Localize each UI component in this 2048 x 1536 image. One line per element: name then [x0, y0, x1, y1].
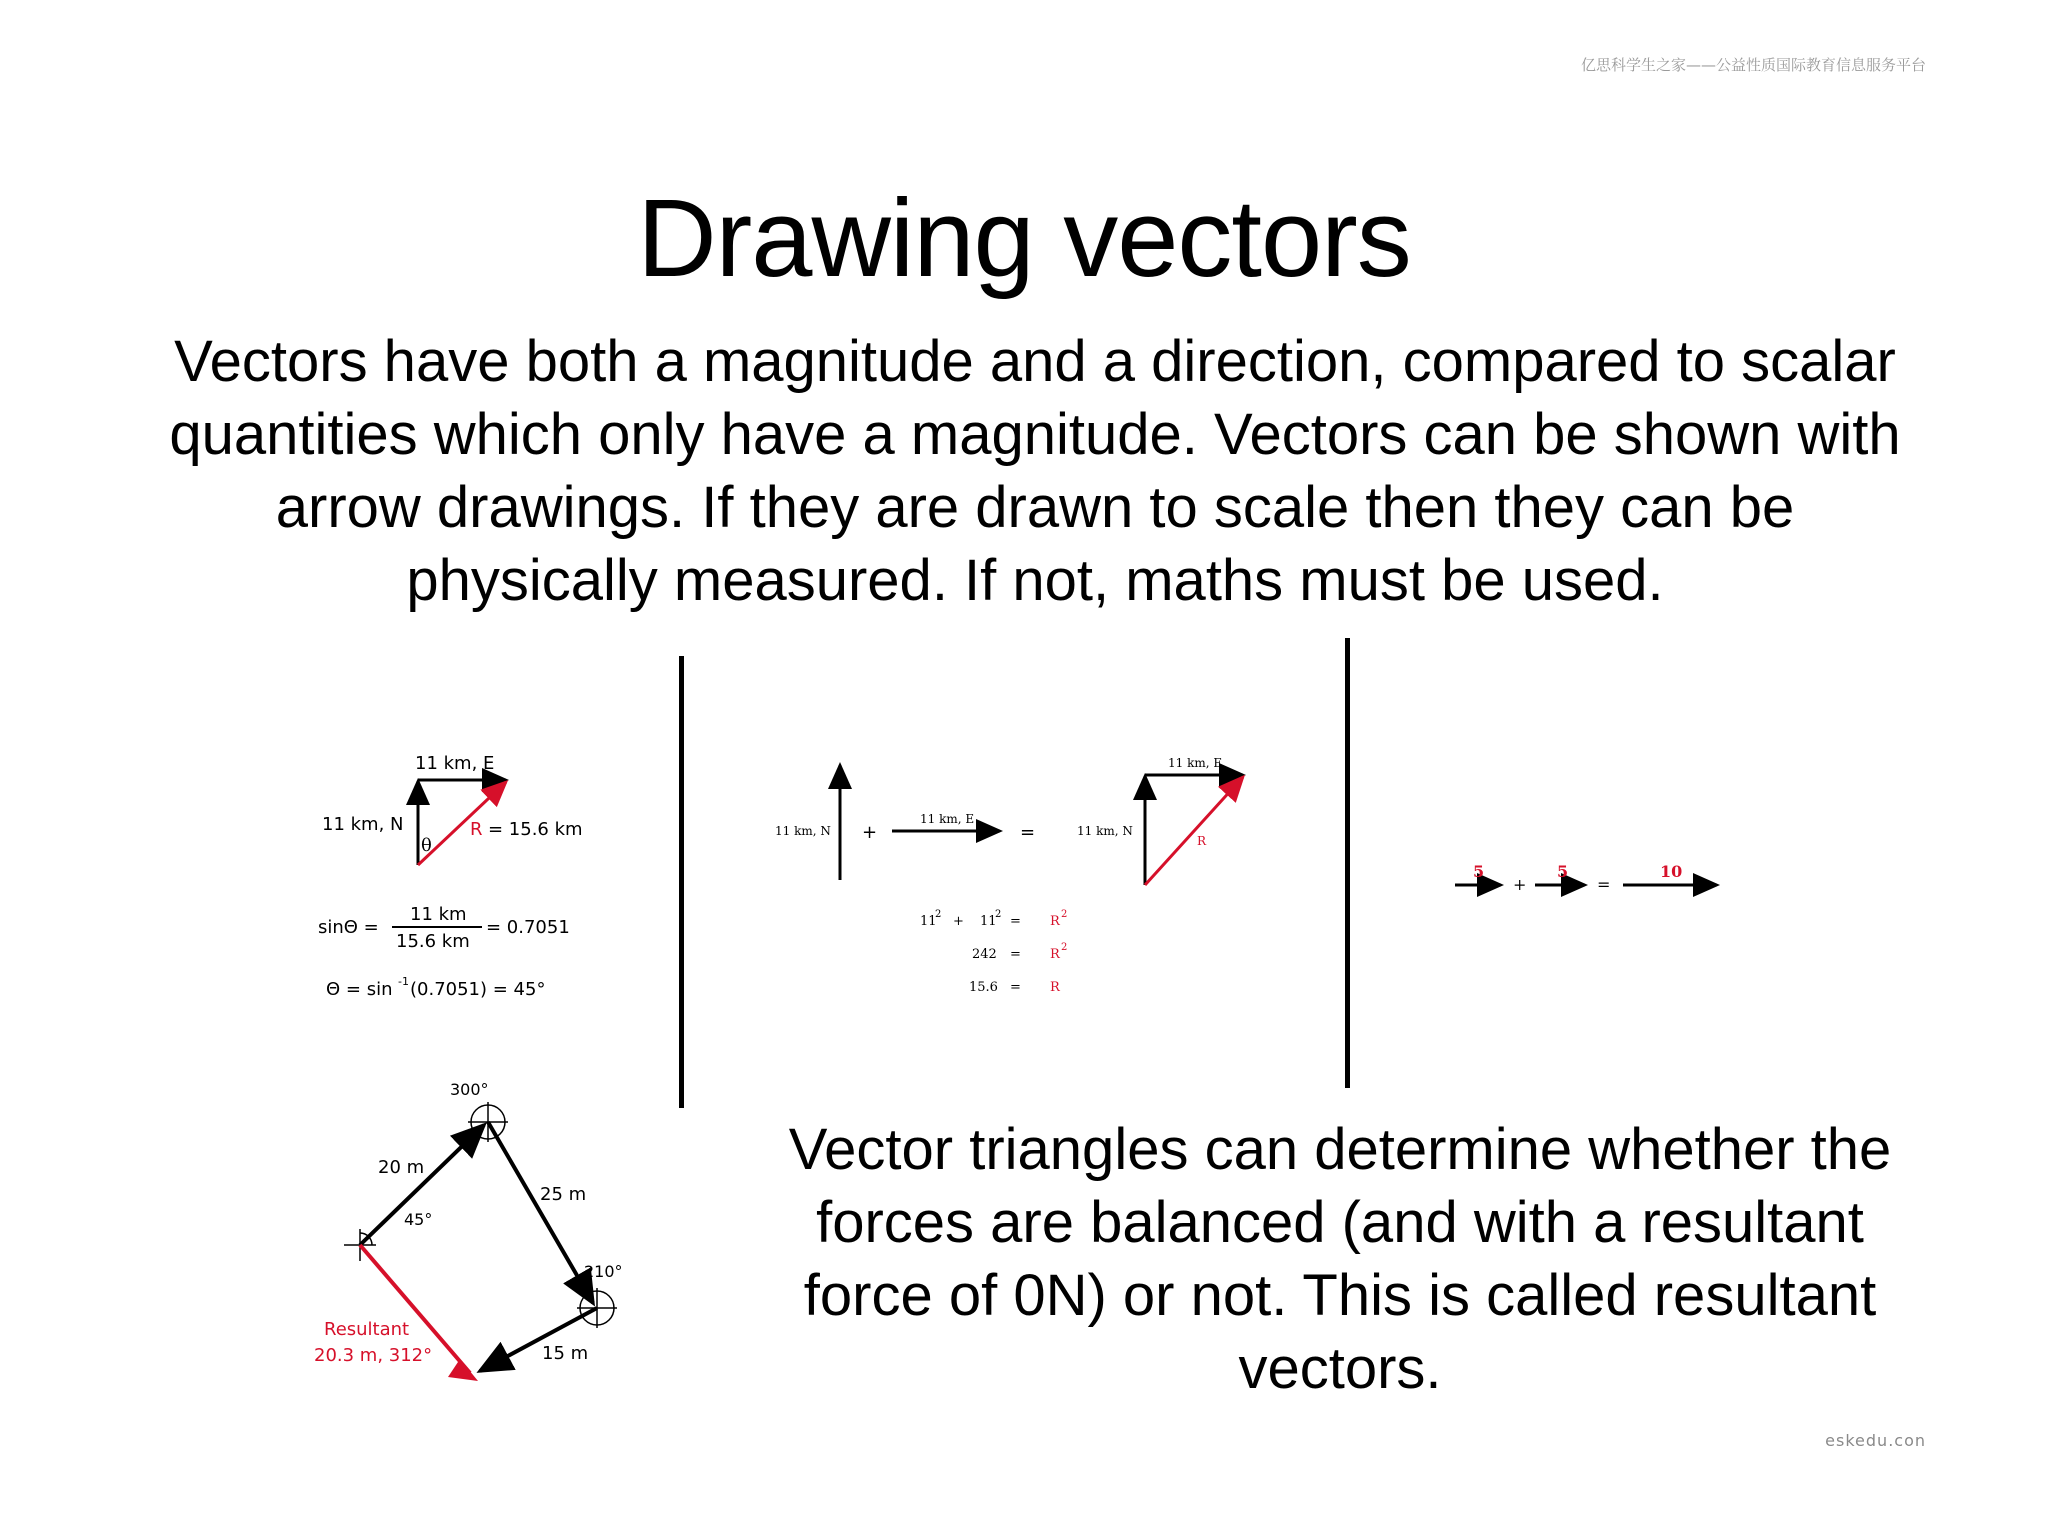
eq3-r: R	[1050, 980, 1060, 995]
eq3-eq: =	[1010, 980, 1021, 995]
addition-diagram	[770, 750, 1270, 1010]
vector-triangles-paragraph: Vector triangles can determine whether the forces are balanced (and with a resultant force of 0N) or not. This is called resultant vectors.	[788, 1117, 1892, 1401]
triangle-r: R	[1197, 834, 1207, 848]
inverse-exp: -1	[398, 975, 409, 988]
bearing-top: 300°	[450, 1080, 489, 1099]
watermark-bottom: eskedu.con	[1825, 1431, 1926, 1450]
divider-right	[1345, 638, 1350, 1088]
label-north: 11 km, N	[775, 824, 831, 838]
vector-a-value: 5	[1473, 862, 1485, 881]
collinear-equals: =	[1597, 875, 1611, 894]
theta-symbol: θ	[421, 835, 432, 856]
resultant-value: 20.3 m, 312°	[314, 1345, 433, 1366]
eq2-r: R	[1050, 947, 1060, 962]
eq1-a: 11	[920, 914, 937, 929]
inverse-lhs: Θ = sin	[326, 979, 393, 1000]
eq1-r: R	[1050, 914, 1060, 929]
sin-lhs: sinΘ =	[318, 917, 379, 938]
triangle-resultant	[1145, 777, 1243, 885]
equals-sign: =	[1020, 822, 1036, 843]
vector-sum-value: 10	[1660, 862, 1683, 881]
label-east: 11 km, E	[415, 753, 495, 774]
collinear-diagram	[1455, 850, 1745, 900]
watermark-top: 亿思科学生之家——公益性质国际教育信息服务平台	[1580, 56, 1926, 74]
inverse-rhs: (0.7051) = 45°	[410, 979, 546, 1000]
label-east: 11 km, E	[920, 812, 975, 826]
sin-numerator: 11 km	[410, 904, 467, 925]
bearing-diagram	[300, 1075, 640, 1385]
leg-2	[488, 1122, 593, 1303]
leg1-label: 20 m	[378, 1157, 425, 1178]
eq3-a: 15.6	[969, 980, 998, 995]
eq1-eq: =	[1010, 914, 1021, 929]
bearing-right: 210°	[584, 1262, 623, 1281]
intro-paragraph: Vectors have both a magnitude and a direction, compared to scalar quantities which only have a magnitude. Vectors can be shown with arrow drawings. If they are drawn to scale then they can be physically measured. If not, maths must be used.	[169, 329, 1901, 613]
leg3-label: 15 m	[542, 1343, 589, 1364]
eq1-b-exp: 2	[995, 909, 1002, 920]
eq1-r-exp: 2	[1061, 909, 1068, 920]
plus-sign: +	[862, 822, 878, 843]
label-north: 11 km, N	[322, 814, 404, 835]
triangle-label-top: 11 km, E	[1168, 756, 1223, 770]
eq1-b: 11	[980, 914, 997, 929]
divider-left	[679, 656, 684, 1108]
sin-result: = 0.7051	[486, 917, 570, 938]
eq2-eq: =	[1010, 947, 1021, 962]
r-value: = 15.6 km	[488, 819, 583, 840]
eq1-a-exp: 2	[935, 909, 942, 920]
slide-title: Drawing vectors	[637, 177, 1411, 300]
sin-denominator: 15.6 km	[396, 931, 470, 952]
eq2-a: 242	[972, 947, 997, 962]
eq2-r-exp: 2	[1061, 942, 1068, 953]
angle-label: 45°	[404, 1210, 433, 1229]
resultant-label: Resultant	[324, 1319, 410, 1340]
leg2-label: 25 m	[540, 1184, 587, 1205]
eq1-plus: +	[953, 914, 964, 929]
triangle-label-left: 11 km, N	[1077, 824, 1133, 838]
vector-b-value: 5	[1557, 862, 1569, 881]
collinear-plus: +	[1513, 875, 1527, 894]
r-letter: R	[470, 819, 483, 840]
trig-diagram	[310, 745, 610, 1015]
